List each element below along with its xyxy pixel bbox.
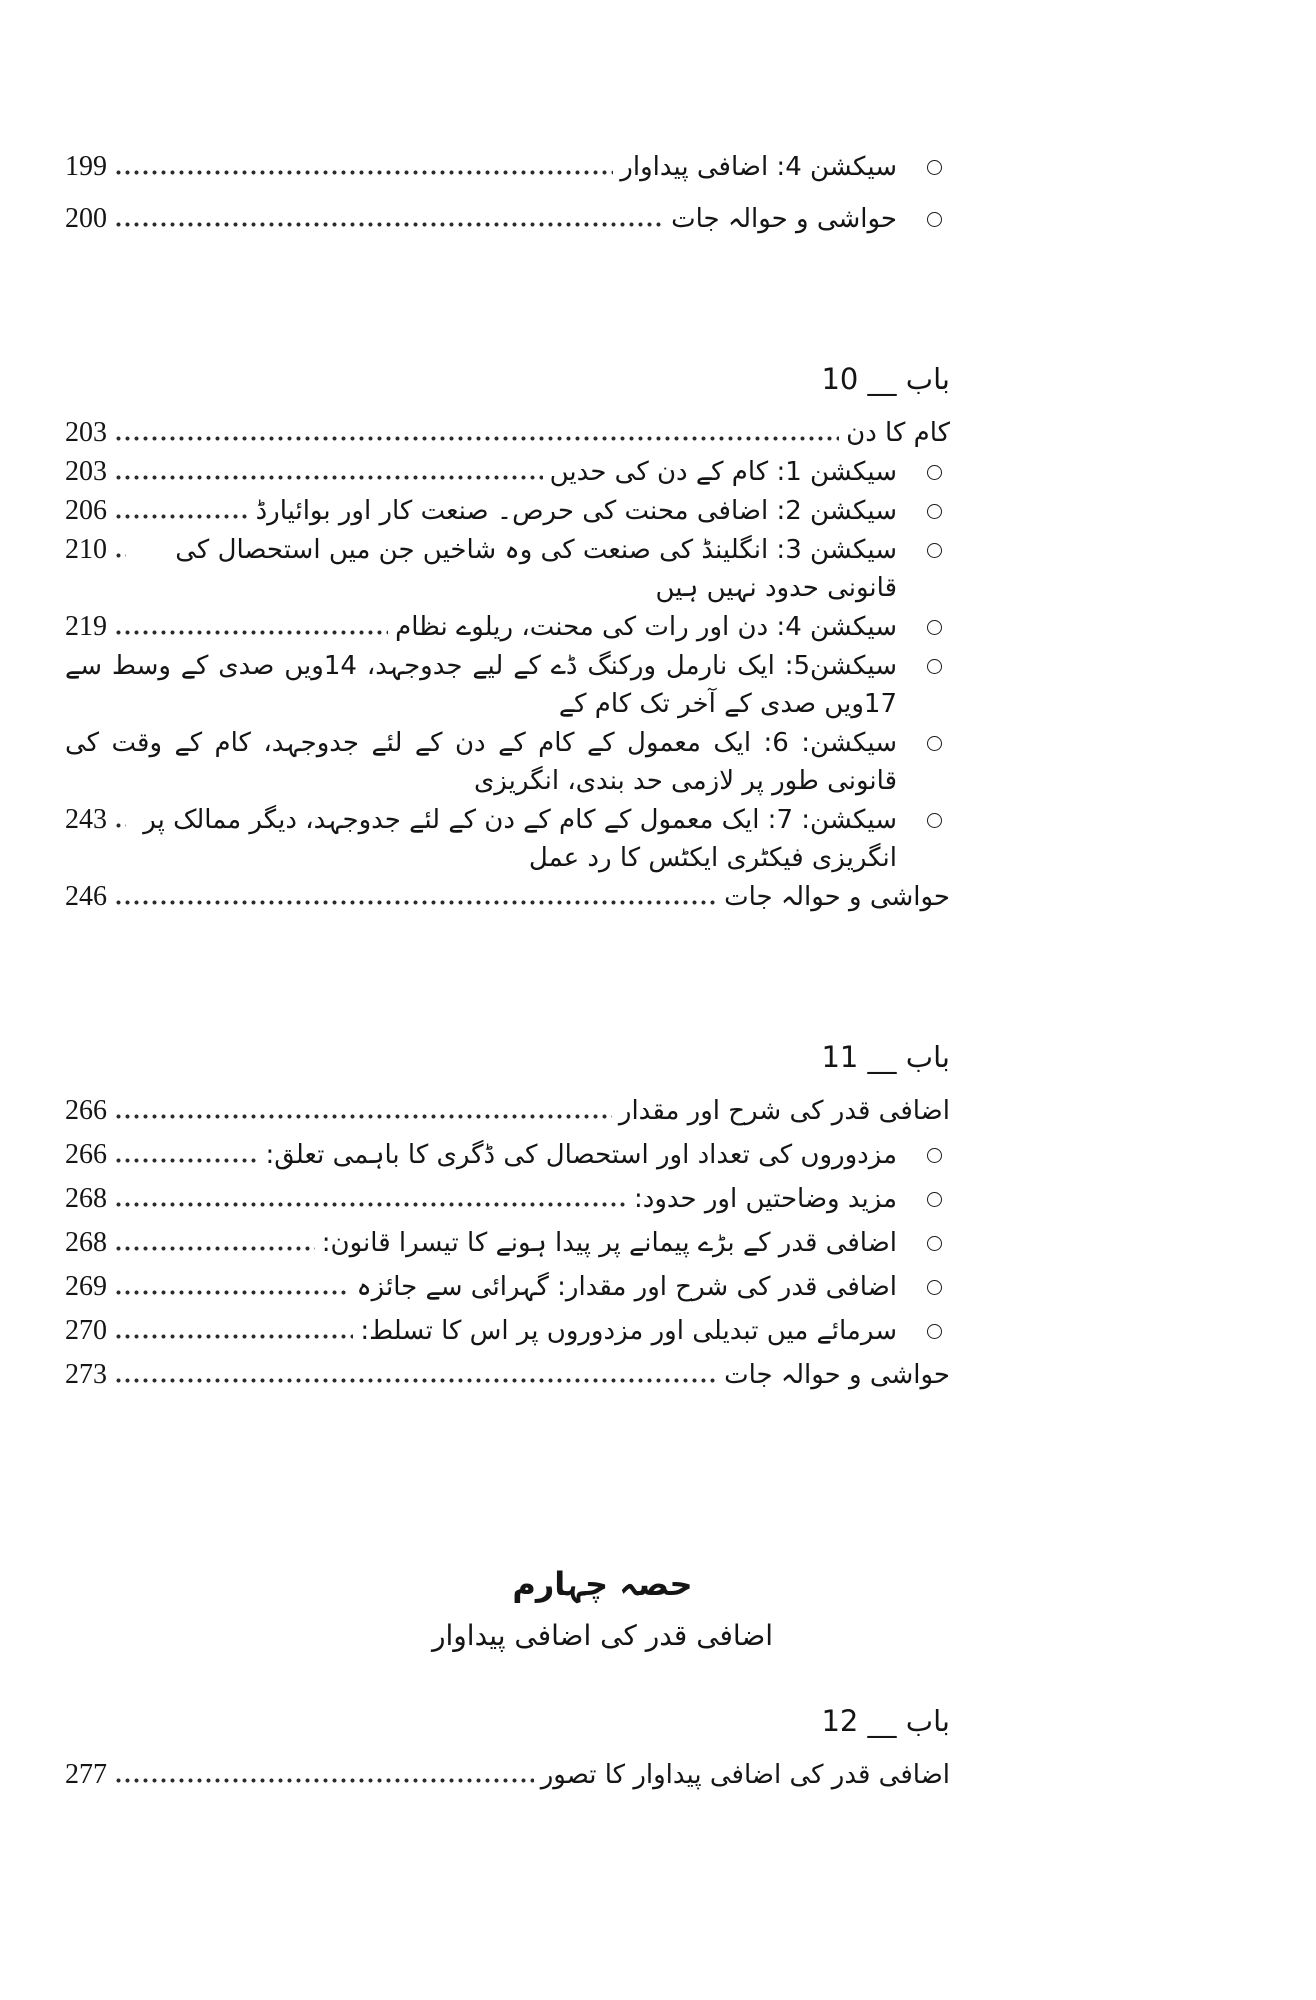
dotted-leader — [114, 1158, 258, 1163]
circle-bullet-icon — [927, 620, 942, 635]
circle-bullet-icon — [927, 1280, 942, 1295]
dotted-leader — [114, 170, 613, 175]
page-number: 268 — [65, 1227, 107, 1258]
circle-bullet-icon — [927, 659, 942, 674]
entry-label: سیکشن: 6: ایک معمول کے کام کے دن کے لئے جدوجہد، کام کے وقت کی قانونی طور پر لازمی حد بندی، انگریزی — [65, 728, 897, 796]
page-number: 206 — [65, 495, 107, 526]
entry-label: کام کا دن — [846, 418, 950, 448]
entry-label: حواشی و حوالہ جات — [724, 882, 950, 912]
toc-entry-line — [65, 1136, 950, 1174]
dotted-leader — [114, 1114, 612, 1119]
chapter-heading: باب __ 11 — [821, 1040, 950, 1074]
toc-entry-line — [65, 492, 950, 530]
chapter-heading: باب __ 10 — [821, 362, 950, 396]
toc-entry-line — [65, 1356, 950, 1394]
circle-bullet-icon — [927, 212, 942, 227]
toc-entry-line — [65, 608, 950, 646]
page-number: 219 — [65, 611, 107, 642]
dotted-leader — [114, 1202, 627, 1207]
toc-entry — [65, 1092, 950, 1130]
page-number: 268 — [65, 1183, 107, 1214]
circle-bullet-icon — [927, 504, 942, 519]
page-number: 270 — [65, 1315, 107, 1346]
circle-bullet-icon — [927, 1236, 942, 1251]
dotted-leader — [114, 1246, 315, 1251]
toc-entry — [65, 1356, 950, 1394]
toc-entry — [65, 453, 950, 491]
toc-entry — [65, 1268, 950, 1306]
page-number: 277 — [65, 1759, 107, 1790]
entry-label: سیکشن 3: انگلینڈ کی صنعت کی وہ شاخیں جن میں استحصال کی قانونی حدود نہیں ہیں — [175, 535, 897, 603]
toc-entry — [65, 801, 950, 877]
entry-label: مزدوروں کی تعداد اور استحصال کی ڈگری کا باہمی تعلق: — [265, 1140, 897, 1170]
entry-label: سیکشن 4: اضافی پیداوار — [620, 152, 897, 182]
page-number: 199 — [65, 151, 107, 182]
toc-entry-line — [65, 647, 950, 723]
circle-bullet-icon — [927, 736, 942, 751]
circle-bullet-icon — [927, 160, 942, 175]
dotted-leader — [114, 630, 388, 635]
page-number: 246 — [65, 881, 107, 912]
toc-entry-line — [65, 878, 950, 916]
dotted-leader — [114, 823, 126, 828]
toc-entry-line — [65, 724, 950, 800]
toc-entry-line — [65, 801, 950, 877]
toc-entry — [65, 608, 950, 646]
toc-entry-line — [65, 1268, 950, 1306]
toc-entry — [65, 647, 950, 723]
toc-entry — [65, 1136, 950, 1174]
dotted-leader — [114, 553, 126, 558]
part-title: حصہ چہارم — [512, 1565, 693, 1603]
toc-entry — [65, 1756, 950, 1794]
toc-entry — [65, 492, 950, 530]
page-number: 203 — [65, 417, 107, 448]
toc-entry-line — [65, 1224, 950, 1262]
dotted-leader — [114, 1290, 349, 1295]
toc-entry — [65, 200, 950, 238]
entry-label: اضافی قدر کے بڑے پیمانے پر پیدا ہونے کا تیسرا قانون: — [321, 1228, 897, 1258]
toc-entry-line — [65, 414, 950, 452]
circle-bullet-icon — [927, 1324, 942, 1339]
toc-entry — [65, 724, 950, 800]
toc-entry-line — [65, 148, 950, 186]
dotted-leader — [114, 222, 664, 227]
toc-block — [65, 1756, 950, 1794]
circle-bullet-icon — [927, 813, 942, 828]
toc-entry — [65, 1224, 950, 1262]
toc-entry — [65, 414, 950, 452]
entry-label: سیکشن5: ایک نارمل ورکنگ ڈے کے لیے جدوجہد، 14ویں صدی کے وسط سے 17ویں صدی کے آخر تک کام کے — [65, 651, 897, 719]
page-number: 203 — [65, 456, 107, 487]
dotted-leader — [114, 1378, 717, 1383]
entry-label: سیکشن 2: اضافی محنت کی حرص۔ صنعت کار اور بوائیارڈ — [255, 496, 897, 526]
entry-label: اضافی قدر کی شرح اور مقدار: گہرائی سے جائزہ — [356, 1272, 897, 1302]
page-number: 269 — [65, 1271, 107, 1302]
entry-label: سیکشن 4: دن اور رات کی محنت، ریلوے نظام — [395, 612, 897, 642]
part-heading-block — [65, 1564, 950, 1654]
page-number: 243 — [65, 804, 107, 835]
dotted-leader — [114, 514, 249, 519]
toc-entry-line — [65, 200, 950, 238]
toc-entry — [65, 1180, 950, 1218]
page-number: 266 — [65, 1095, 107, 1126]
page-number: 273 — [65, 1359, 107, 1390]
toc-entry — [65, 1312, 950, 1350]
page-number: 266 — [65, 1139, 107, 1170]
entry-label: اضافی قدر کی اضافی پیداوار کا تصور — [540, 1760, 950, 1790]
chapter-heading: باب __ 12 — [821, 1704, 950, 1738]
circle-bullet-icon — [927, 1192, 942, 1207]
toc-entry-line — [65, 531, 950, 607]
toc-block — [65, 148, 950, 238]
entry-label: سیکشن 1: کام کے دن کی حدیں — [549, 457, 897, 487]
toc-entry-line — [65, 1092, 950, 1130]
circle-bullet-icon — [927, 465, 942, 480]
toc-entry-line — [65, 1756, 950, 1794]
toc-block — [65, 1092, 950, 1394]
toc-entry-line — [65, 453, 950, 491]
toc-entry-line — [65, 1180, 950, 1218]
part-subtitle: اضافی قدر کی اضافی پیداوار — [431, 1619, 774, 1652]
dotted-leader — [114, 1778, 534, 1783]
toc-entry-line — [65, 1312, 950, 1350]
entry-label: سیکشن: 7: ایک معمول کے کام کے دن کے لئے جدوجہد، دیگر ممالک پر انگریزی فیکٹری ایکٹس کا رد عمل — [143, 805, 897, 873]
entry-label: حواشی و حوالہ جات — [671, 204, 897, 234]
toc-block — [65, 414, 950, 916]
page-number: 210 — [65, 534, 107, 565]
dotted-leader — [114, 436, 839, 441]
toc-entry — [65, 878, 950, 916]
toc-entry — [65, 148, 950, 186]
entry-label: سرمائے میں تبدیلی اور مزدوروں پر اس کا تسلط: — [360, 1316, 897, 1346]
dotted-leader — [114, 900, 717, 905]
dotted-leader — [114, 475, 543, 480]
circle-bullet-icon — [927, 543, 942, 558]
entry-label: اضافی قدر کی شرح اور مقدار — [618, 1096, 950, 1126]
page-number: 200 — [65, 203, 107, 234]
circle-bullet-icon — [927, 1148, 942, 1163]
toc-entry — [65, 531, 950, 607]
entry-label: مزید وضاحتیں اور حدود: — [633, 1184, 897, 1214]
entry-label: حواشی و حوالہ جات — [724, 1360, 950, 1390]
dotted-leader — [114, 1334, 353, 1339]
